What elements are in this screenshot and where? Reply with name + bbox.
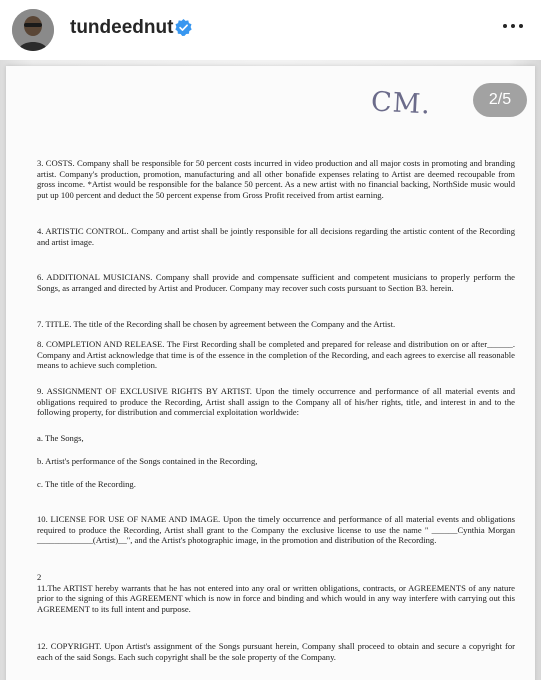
clause-12-copyright: 12. COPYRIGHT. Upon Artist's assignment of the Songs pursuant herein, Company shall proceed to obtain and secure a copyright for each of the said Songs. Each such copyright shall be the sole property of the Company. — [37, 641, 515, 662]
profile-avatar[interactable] — [12, 9, 54, 51]
avatar-photo-icon — [12, 9, 54, 51]
contract-page — [6, 66, 535, 680]
clause-7-title: 7. TITLE. The title of the Recording shall be chosen by agreement between the Company and the Artist. — [37, 319, 396, 329]
clause-9-item-a: a. The Songs, — [37, 433, 84, 443]
clause-9-assignment: 9. ASSIGNMENT OF EXCLUSIVE RIGHTS BY ARTIST. Upon the timely occurrence and performance of all material events and obligations required to produce the Recording, Artist shall assign to the Company all of his/her rights, title, and interest in and to the following property, for distribution and commercial exploitation worldwide: — [37, 386, 515, 418]
clause-10-license: 10. LICENSE FOR USE OF NAME AND IMAGE. Upon the timely occurrence and performance of all material events and obligations required to produce the Recording, Artist shall grant to the Company the exclusive license to use the name " ______Cynthia Morgan _____________(Artist)__", and the Artist's photographic image, in the promotion and distribution of the Recording. — [37, 514, 515, 546]
username[interactable]: tundeednut — [70, 17, 174, 38]
handwritten-initials: CM. — [370, 86, 432, 121]
more-options-icon[interactable] — [503, 22, 523, 30]
clause-9-item-b: b. Artist's performance of the Songs contained in the Recording, — [37, 456, 258, 466]
post-image[interactable] — [0, 60, 541, 680]
clause-8-completion: 8. COMPLETION AND RELEASE. The First Recording shall be completed and prepared for release and distribution on or after______. Company and Artist acknowledge that time is of the essence in the completion of the Recording, and each agrees to exercise all reasonable means to achieve such completion. — [37, 339, 515, 371]
clause-3-costs: 3. COSTS. Company shall be responsible for 50 percent costs incurred in video production and all major costs in promoting and branding artist. Company's production, promotion, manufacturing and all other bonafide expenses relating to Artist are deemed recoupable from gross income. *Artist would be responsible for the balance 50 percent. As a new artist with no financial backing, NorthSide music would put up 100 percent and deduct the 50 percent expense from Gross Profit received from artist earning. — [37, 158, 515, 200]
clause-9-item-c: c. The title of the Recording. — [37, 479, 136, 489]
carousel-counter: 2/5 — [473, 83, 527, 117]
clause-11-warranty: 2 11.The ARTIST hereby warrants that he has not entered into any oral or written obligations, contracts, or AGREEMENTS of any nature prior to the signing of this AGREEMENT which is now in force and binding and which would in any way interfere with carrying out this AGREEMENT to its full intent and purpose. — [37, 572, 515, 614]
post-header — [0, 0, 541, 60]
verified-badge-icon — [175, 19, 192, 36]
clause-6-additional-musicians: 6. ADDITIONAL MUSICIANS. Company shall provide and compensate sufficient and competent musicians to properly perform the Songs, as arranged and directed by Artist and Producer. Company may recover such costs pursuant to Section B3. herein. — [37, 272, 515, 293]
clause-4-artistic-control: 4. ARTISTIC CONTROL. Company and artist shall be jointly responsible for all decisions regarding the artistic content of the Recording and artist image. — [37, 226, 515, 247]
